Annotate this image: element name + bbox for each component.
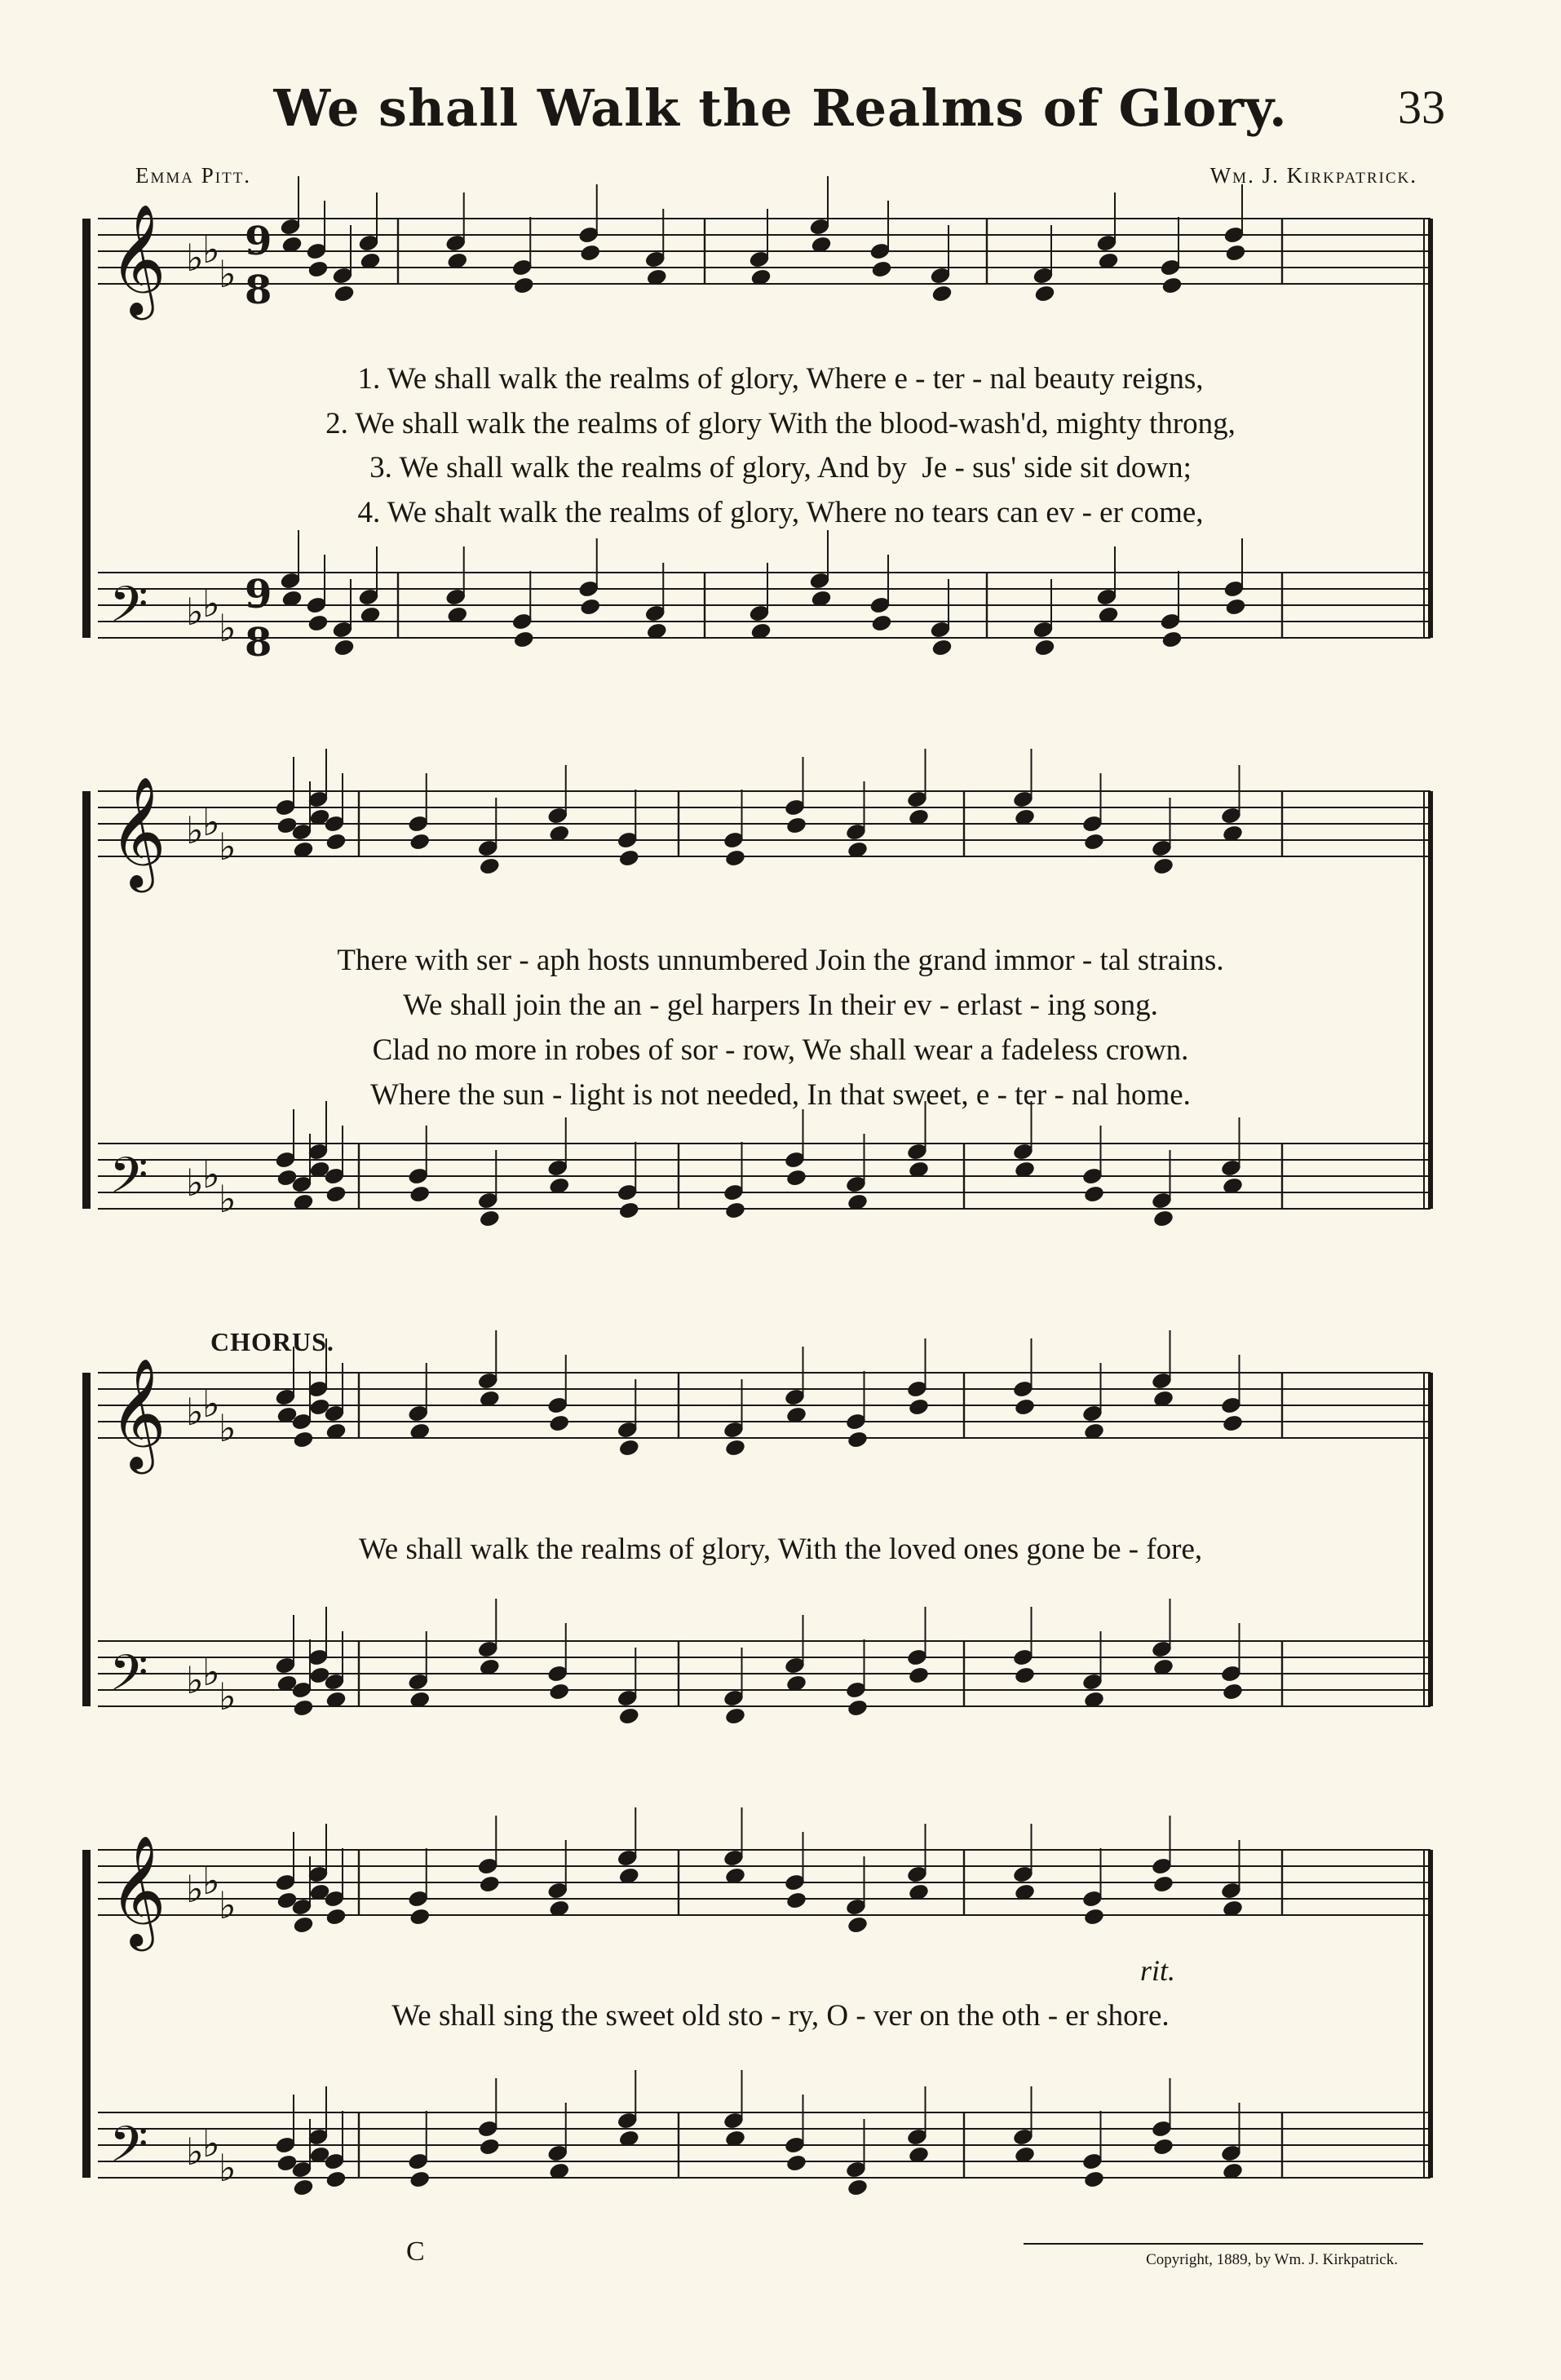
notehead <box>1152 1875 1174 1894</box>
notehead <box>409 1908 431 1927</box>
notehead <box>785 2154 807 2173</box>
time-sig-bass-bottom: 8 <box>245 620 272 666</box>
notehead <box>1161 276 1183 295</box>
notehead <box>513 630 534 649</box>
time-sig-treble-top: 9 <box>245 219 272 264</box>
signature-mark: C <box>406 2236 425 2267</box>
verse-3-line-2: Clad no more in robes of sor - row, We shall wear a fadeless crown. <box>372 1033 1189 1067</box>
notehead <box>1014 1398 1035 1417</box>
notehead <box>1152 2138 1174 2157</box>
bass-clef-icon: 𝄢 <box>109 576 148 646</box>
notehead <box>325 2170 347 2189</box>
notehead <box>871 260 892 279</box>
treble-clef-icon: 𝄞 <box>109 202 166 315</box>
notehead <box>293 2179 314 2197</box>
notehead <box>785 1169 807 1188</box>
notehead <box>847 1699 868 1718</box>
notehead <box>479 1210 500 1228</box>
notehead <box>293 1699 314 1718</box>
flat-icon: ♭ <box>186 2130 204 2174</box>
composer-credit: Wm. J. Kirkpatrick. <box>1209 163 1417 188</box>
flat-icon: ♭ <box>219 252 237 296</box>
ritardando-mark: rit. <box>1140 1954 1176 1987</box>
hymn-title: We shall Walk the Realms of Glory. <box>273 78 1288 138</box>
notehead <box>618 1707 639 1726</box>
notehead <box>293 1916 314 1935</box>
treble-clef-icon: 𝄞 <box>109 775 166 887</box>
treble-clef-icon: 𝄞 <box>109 1356 166 1469</box>
notehead <box>1152 1210 1174 1228</box>
notehead <box>618 1439 639 1458</box>
copyright-notice: Copyright, 1889, by Wm. J. Kirkpatrick. <box>1146 2251 1398 2268</box>
verse-1-line-2: There with ser - aph hosts unnumbered Join the grand immor - tal strains. <box>337 944 1224 977</box>
flat-icon: ♭ <box>186 1867 204 1911</box>
treble-clef-icon: 𝄞 <box>109 1834 166 1946</box>
notehead <box>724 849 745 868</box>
notehead <box>580 244 601 263</box>
notehead <box>1034 285 1055 303</box>
notehead <box>549 1683 570 1701</box>
flat-icon: ♭ <box>186 1161 204 1205</box>
time-sig-bass-top: 9 <box>245 572 272 617</box>
notehead <box>580 598 601 617</box>
notehead <box>618 849 639 868</box>
notehead <box>409 2170 431 2189</box>
flat-icon: ♭ <box>202 1650 220 1694</box>
flat-icon: ♭ <box>202 800 220 844</box>
bass-clef-icon: 𝄢 <box>109 1644 148 1714</box>
verse-3-line-1: 3. We shall walk the realms of glory, And by Je - sus' side sit down; <box>369 451 1192 484</box>
chorus-line-2: We shall sing the sweet old sto - ry, O - ver on the oth - er shore. <box>391 1999 1170 2033</box>
page-number: 33 <box>1398 81 1445 134</box>
notehead <box>325 1185 347 1204</box>
flat-icon: ♭ <box>202 1152 220 1197</box>
chorus-label: CHORUS. <box>210 1327 334 1356</box>
notehead <box>908 1666 929 1685</box>
flat-icon: ♭ <box>219 606 237 650</box>
notehead <box>1014 1666 1035 1685</box>
bass-clef-icon: 𝄢 <box>109 1147 148 1217</box>
notehead <box>307 614 329 633</box>
notehead <box>307 260 329 279</box>
verse-2-line-2: We shall join the an - gel harpers In their ev - erlast - ing song. <box>403 989 1158 1022</box>
notehead <box>479 857 500 876</box>
notehead <box>785 1891 807 1910</box>
notehead <box>1225 244 1246 263</box>
flat-icon: ♭ <box>202 582 220 626</box>
copyright-rule <box>1024 2243 1423 2245</box>
notehead <box>513 276 534 295</box>
lyricist-credit: Emma Pitt. <box>135 163 252 188</box>
flat-icon: ♭ <box>219 1406 237 1450</box>
notehead <box>785 816 807 835</box>
flat-icon: ♭ <box>219 1674 237 1719</box>
verse-1-line-1: 1. We shall walk the realms of glory, Where e - ter - nal beauty reigns, <box>357 362 1204 396</box>
notehead <box>847 1916 868 1935</box>
notehead <box>847 2179 868 2197</box>
verse-2-line-1: 2. We shall walk the realms of glory With the blood-wash'd, mighty throng, <box>325 407 1236 440</box>
notehead <box>1222 1683 1243 1701</box>
notehead <box>724 1201 745 1220</box>
notehead <box>847 1431 868 1449</box>
flat-icon: ♭ <box>219 1883 237 1927</box>
notehead <box>1083 1185 1104 1204</box>
notehead <box>871 614 892 633</box>
notehead <box>724 1707 745 1726</box>
bass-clef-icon: 𝄢 <box>109 2116 148 2186</box>
verse-4-line-1: 4. We shalt walk the realms of glory, Where no tears can ev - er come, <box>357 496 1204 529</box>
time-sig-treble-bottom: 8 <box>245 268 272 313</box>
flat-icon: ♭ <box>219 2146 237 2190</box>
notehead <box>293 1431 314 1449</box>
notehead <box>325 833 347 852</box>
notehead <box>931 285 953 303</box>
flat-icon: ♭ <box>202 2121 220 2165</box>
flat-icon: ♭ <box>186 590 204 634</box>
notehead <box>908 1398 929 1417</box>
notehead <box>1152 857 1174 876</box>
flat-icon: ♭ <box>186 236 204 280</box>
notehead <box>325 1908 347 1927</box>
notehead <box>724 1439 745 1458</box>
notehead <box>1083 1908 1104 1927</box>
notehead <box>1222 1414 1243 1433</box>
flat-icon: ♭ <box>219 1177 237 1221</box>
flat-icon: ♭ <box>186 1390 204 1434</box>
notehead <box>1161 630 1183 649</box>
flat-icon: ♭ <box>202 228 220 272</box>
notehead <box>1034 639 1055 657</box>
flat-icon: ♭ <box>202 1382 220 1426</box>
flat-icon: ♭ <box>186 808 204 852</box>
notehead <box>479 2138 500 2157</box>
chorus-line-1: We shall walk the realms of glory, With the loved ones gone be - fore, <box>358 1533 1203 1566</box>
flat-icon: ♭ <box>186 1658 204 1702</box>
notehead <box>549 1414 570 1433</box>
notehead <box>334 285 355 303</box>
notehead <box>409 1185 431 1204</box>
notehead <box>1225 598 1246 617</box>
notehead <box>409 833 431 852</box>
notehead <box>618 1201 639 1220</box>
notehead <box>334 639 355 657</box>
notehead <box>1083 2170 1104 2189</box>
verse-4-line-2: Where the sun - light is not needed, In that sweet, e - ter - nal home. <box>370 1078 1191 1112</box>
flat-icon: ♭ <box>219 825 237 869</box>
notehead <box>1083 833 1104 852</box>
flat-icon: ♭ <box>202 1859 220 1903</box>
notehead <box>479 1875 500 1894</box>
notehead <box>931 639 953 657</box>
